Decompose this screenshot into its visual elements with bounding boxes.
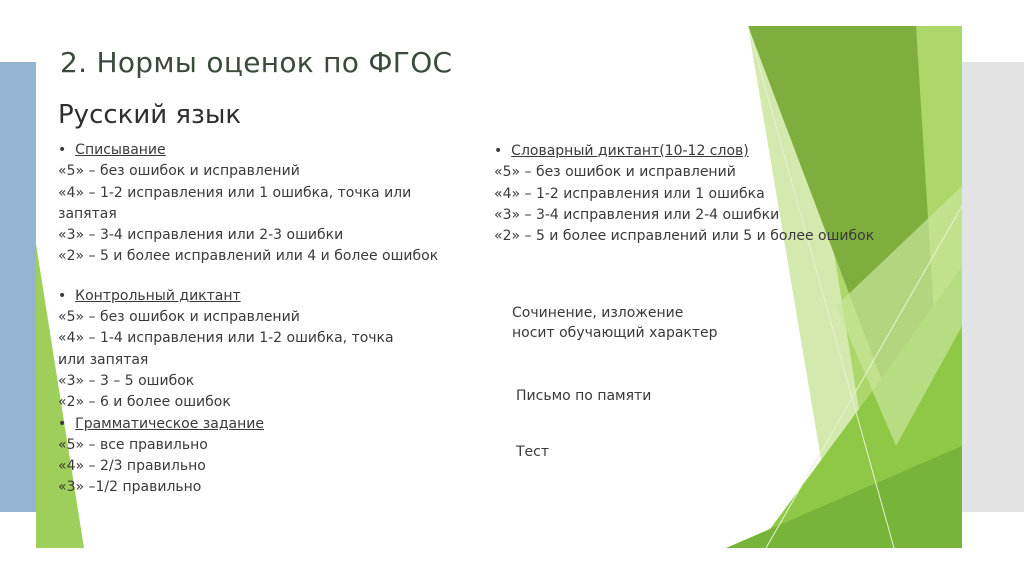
right-side-strip — [962, 62, 1024, 512]
list-item: «4» – 1-2 исправления или 1 ошибка — [494, 185, 765, 202]
left-side-strip — [0, 62, 36, 512]
section-slovarny-heading — [494, 141, 914, 162]
heading-text: Списывание — [75, 142, 166, 158]
pismo-note: Письмо по памяти — [516, 388, 652, 404]
list-item: «5» – без ошибок и исправлений — [494, 164, 736, 181]
section-grammatika-heading — [58, 414, 498, 435]
test-note: Тест — [516, 444, 550, 460]
list-item: «2» – 6 и более ошибок — [58, 394, 231, 411]
slide — [36, 26, 962, 548]
heading-text: Словарный диктант(10-12 слов) — [511, 143, 749, 159]
slide-title: 2. Нормы оценок по ФГОС — [60, 46, 453, 79]
heading-text: Грамматическое задание — [75, 415, 264, 432]
bullet: • — [494, 143, 503, 159]
list-item: «3» –1/2 правильно — [58, 479, 202, 496]
list-item: «5» – все правильно — [58, 436, 208, 453]
sochinenie-line-1: Сочинение, изложение — [512, 305, 684, 321]
list-item: «2» – 5 и более исправлений или 4 и более ошибок — [58, 248, 439, 265]
bullet: • — [58, 142, 67, 158]
list-item: запятая — [58, 205, 117, 222]
list-item: «5» – без ошибок и исправлений — [58, 309, 300, 326]
sochinenie-note — [512, 303, 718, 343]
sochinenie-line-2: носит обучающий характер — [512, 325, 718, 341]
slide-subtitle: Русский язык — [58, 100, 242, 130]
bullet: • — [58, 287, 67, 304]
list-item: «4» – 2/3 правильно — [58, 458, 206, 475]
bullet: • — [58, 415, 67, 432]
section-spisyvanie-heading — [58, 140, 498, 161]
list-item: «3» – 3-4 исправления или 2-3 ошибки — [58, 227, 344, 244]
list-item: «3» – 3-4 исправления или 2-4 ошибки — [494, 206, 780, 223]
list-item: «4» – 1-2 исправления или 1 ошибка, точка или — [58, 184, 412, 201]
right-column — [494, 141, 914, 247]
list-item: «5» – без ошибок и исправлений — [58, 163, 300, 180]
list-item: «3» – 3 – 5 ошибок — [58, 372, 195, 389]
list-item: или запятая — [58, 351, 149, 368]
section-kontrolny-heading — [58, 286, 498, 307]
heading-text: Контрольный диктант — [75, 287, 241, 304]
list-item: «4» – 1-4 исправления или 1-2 ошибка, точка — [58, 330, 394, 347]
left-column — [58, 140, 498, 499]
list-item: «2» – 5 и более исправлений или 5 и более ошибок — [494, 228, 875, 245]
